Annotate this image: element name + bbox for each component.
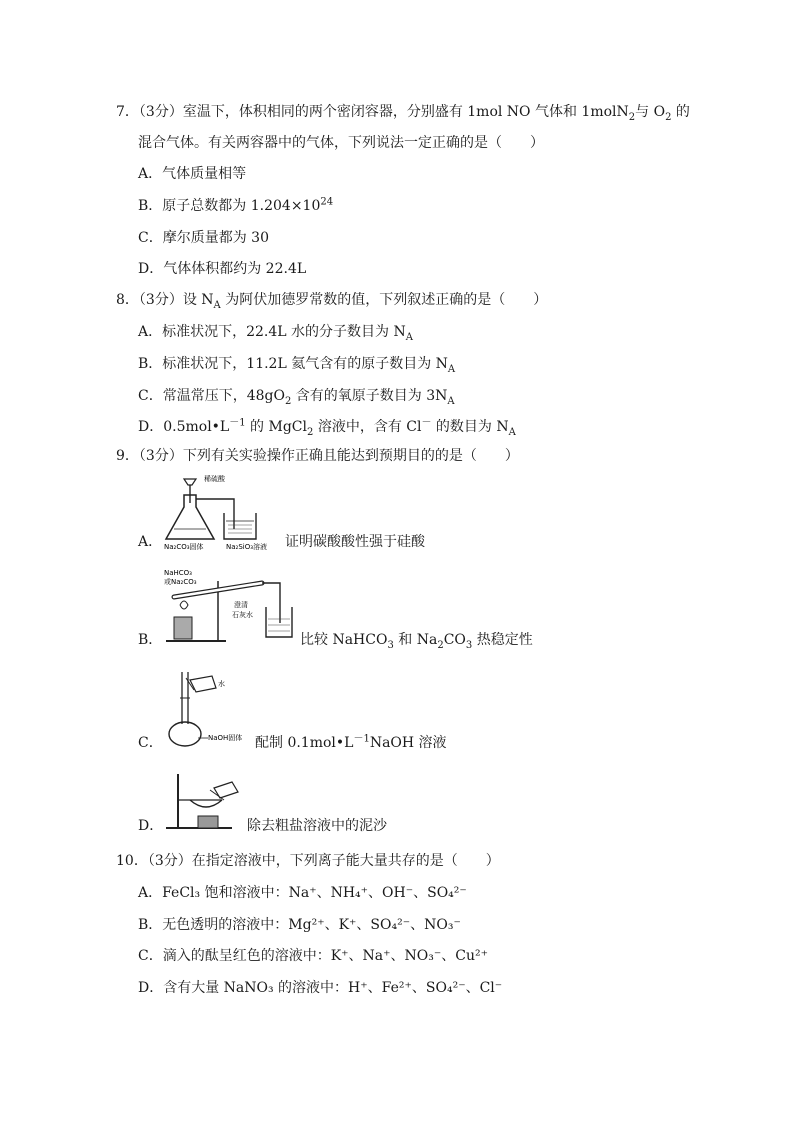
fig-label-lime1: 澄清 bbox=[234, 601, 248, 609]
q9-option-d-label: D． bbox=[138, 818, 164, 834]
q7-option-b bbox=[138, 196, 333, 216]
q9-option-b-sub-c: 3 bbox=[465, 639, 473, 651]
q8-option-d-text: D．0.5mol•L bbox=[138, 419, 230, 435]
q9-option-b-text-d: 热稳定性 bbox=[472, 632, 533, 648]
q9-option-c-label: C． bbox=[138, 735, 163, 751]
q7-option-c: C．摩尔质量都为 30 bbox=[138, 230, 269, 246]
fig-label-top2: 或Na₂CO₃ bbox=[164, 578, 197, 586]
q9-option-b-text-a: 比较 NaHCO bbox=[300, 632, 388, 648]
q9-option-c-text-a: 配制 0.1mol•L bbox=[255, 735, 354, 751]
q7-stem-line1 bbox=[116, 102, 690, 122]
q9-option-c-text bbox=[255, 733, 447, 753]
q8-option-d-text-c: 溶液中，含有 Cl bbox=[313, 419, 422, 435]
q8-stem bbox=[116, 290, 547, 310]
q7-stem-text-b: 与 O bbox=[635, 104, 666, 120]
q9-option-b-text bbox=[300, 630, 533, 650]
q8-stem-text: 8．（3分）设 N bbox=[116, 292, 214, 308]
q7-stem-line2: 混合气体。有关两容器中的气体，下列说法一定正确的是（ ） bbox=[138, 135, 544, 151]
q10-option-c: C．滴入的酞呈红色的溶液中：K⁺、Na⁺、NO₃⁻、Cu²⁺ bbox=[138, 948, 489, 964]
q8-stem-sub: A bbox=[213, 299, 221, 311]
q7-option-b-sup: 24 bbox=[320, 196, 334, 208]
q9-option-d-text: 除去粗盐溶液中的泥沙 bbox=[247, 818, 387, 834]
q7-stem-text-c: 的 bbox=[671, 104, 690, 120]
q8-option-a-text: A．标准状况下，22.4L 水的分子数目为 N bbox=[138, 324, 406, 340]
q9-option-b-label: B． bbox=[138, 632, 163, 648]
fig-label-left: Na₂CO₃固体 bbox=[164, 543, 204, 551]
fig-label-water: 水 bbox=[218, 680, 225, 688]
q10-stem: 10．（3分）在指定溶液中，下列离子能大量共存的是（ ） bbox=[116, 853, 500, 869]
fig-label-lime2: 石灰水 bbox=[232, 611, 253, 619]
q9-option-a-text: 证明碳酸酸性强于硅酸 bbox=[285, 534, 425, 550]
q7-option-d: D．气体体积都约为 22.4L bbox=[138, 261, 307, 277]
q9-stem: 9．（3分）下列有关实验操作正确且能达到预期目的的是（ ） bbox=[116, 448, 519, 464]
q8-option-d-sup: －1 bbox=[229, 417, 246, 429]
q8-option-c-sub: 2 bbox=[284, 395, 292, 407]
q9-option-c-text-b: NaOH 溶液 bbox=[369, 735, 447, 751]
q8-option-c-sub-b: A bbox=[447, 395, 455, 407]
volumetric-flask-figure bbox=[160, 668, 256, 750]
q8-option-b-text: B．标准状况下，11.2L 氦气含有的原子数目为 N bbox=[138, 356, 448, 372]
evaporation-apparatus-figure bbox=[162, 770, 246, 832]
q9-option-b-text-c: CO bbox=[443, 632, 466, 648]
q9-option-c-sup: －1 bbox=[353, 733, 370, 745]
heating-tube-apparatus-figure bbox=[162, 567, 297, 647]
fig-label-top1: NaHCO₃ bbox=[164, 569, 192, 577]
q9-option-b-sub-b: 2 bbox=[437, 639, 444, 651]
q8-option-d-sub-b: A bbox=[508, 426, 516, 438]
q8-option-b-sub: A bbox=[447, 363, 456, 375]
q8-stem-text-b: 为阿伏加德罗常数的值，下列叙述正确的是（ ） bbox=[220, 292, 548, 308]
q10-option-d: D．含有大量 NaNO₃ 的溶液中：H⁺、Fe²⁺、SO₄²⁻、Cl⁻ bbox=[138, 980, 503, 996]
q7-sub-b: 2 bbox=[665, 111, 672, 123]
q7-option-b-text: B．原子总数都为 1.204×10 bbox=[138, 198, 321, 214]
q10-option-b: B．无色透明的溶液中：Mg²⁺、K⁺、SO₄²⁻、NO₃⁻ bbox=[138, 917, 461, 933]
q8-option-d-sub: 2 bbox=[307, 426, 314, 438]
q8-option-d-text-b: 的 MgCl bbox=[245, 419, 307, 435]
q8-option-c-text-b: 含有的氧原子数目为 3N bbox=[291, 388, 448, 404]
q9-option-b-text-b: 和 Na bbox=[393, 632, 438, 648]
q7-sub: 2 bbox=[628, 111, 636, 123]
q9-option-b-sub-a: 3 bbox=[387, 639, 394, 651]
q9-option-a-label: A． bbox=[138, 534, 163, 550]
fig-label-acid: 稀硫酸 bbox=[204, 475, 225, 483]
q8-option-c-text: C．常温常压下，48gO bbox=[138, 388, 285, 404]
q8-option-d bbox=[138, 417, 516, 437]
q10-option-a: A．FeCl₃ 饱和溶液中：Na⁺、NH₄⁺、OH⁻、SO₄²⁻ bbox=[138, 885, 467, 901]
fig-label-right: Na₂SiO₃溶液 bbox=[226, 543, 268, 551]
q8-option-a bbox=[138, 322, 413, 342]
q8-option-c bbox=[138, 386, 455, 406]
q8-option-b bbox=[138, 354, 455, 374]
q7-option-a: A．气体质量相等 bbox=[138, 166, 247, 182]
q7-stem-text: 7．（3分）室温下，体积相同的两个密闭容器，分别盛有 1mol NO 气体和 1molN bbox=[116, 104, 629, 120]
q8-option-a-sub: A bbox=[405, 331, 413, 343]
flask-apparatus-figure bbox=[164, 473, 286, 551]
fig-label-solid: NaOH固体 bbox=[208, 734, 243, 742]
q8-option-d-text-d: 的数目为 N bbox=[431, 419, 509, 435]
q8-option-d-sup-b: － bbox=[421, 417, 432, 429]
